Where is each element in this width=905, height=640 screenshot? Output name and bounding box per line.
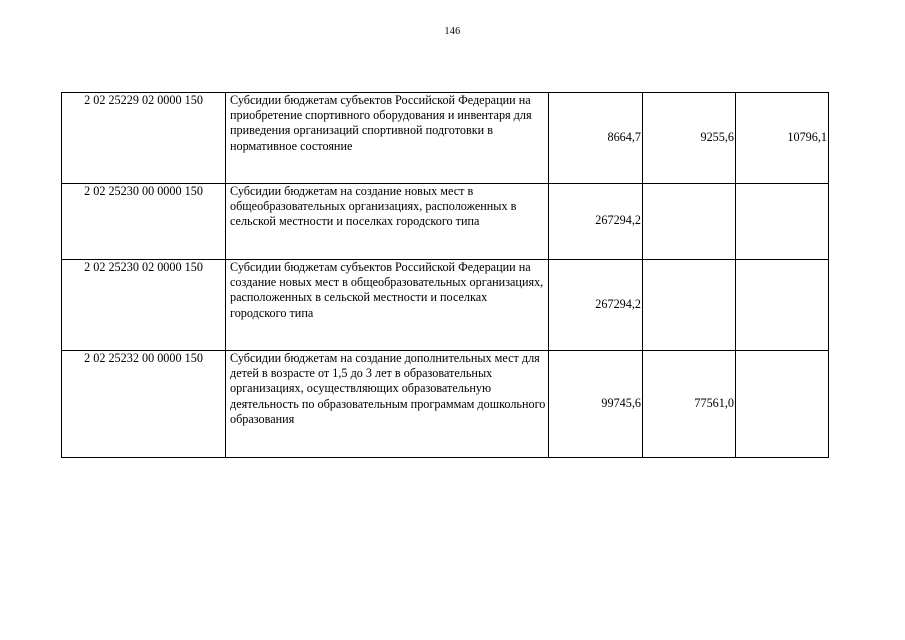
budget-code-cell: 2 02 25230 02 0000 150 — [62, 260, 226, 351]
amount-year2-cell — [643, 184, 736, 260]
table-row — [62, 260, 829, 351]
amount-year2-cell — [643, 260, 736, 351]
table-row — [62, 184, 829, 260]
income-name-cell: Субсидии бюджетам субъектов Российской Федерации на создание новых мест в общеобразовательных организациях, расположенных в сельской местности и поселках городского типа — [226, 260, 549, 351]
income-name-cell: Субсидии бюджетам на создание новых мест в общеобразовательных организациях, расположенных в сельской местности и поселках городского типа — [226, 184, 549, 260]
amount-year1-cell: 267294,2 — [549, 260, 643, 351]
income-name-cell: Субсидии бюджетам субъектов Российской Федерации на приобретение спортивного оборудования и инвентаря для приведения организаций спортивной подготовки в нормативное состояние — [226, 93, 549, 184]
amount-year1-cell: 267294,2 — [549, 184, 643, 260]
income-name-cell: Субсидии бюджетам на создание дополнительных мест для детей в возрасте от 1,5 до 3 лет в образовательных организациях, осуществляющих образовательную деятельность по образовательным программам дошкольного образования — [226, 351, 549, 458]
amount-year2-cell: 77561,0 — [643, 351, 736, 458]
budget-code-cell: 2 02 25230 00 0000 150 — [62, 184, 226, 260]
amount-year3-cell — [736, 184, 829, 260]
amount-year1-cell: 99745,6 — [549, 351, 643, 458]
amount-year2-cell: 9255,6 — [643, 93, 736, 184]
amount-year1-cell: 8664,7 — [549, 93, 643, 184]
budget-revenue-table — [61, 92, 829, 458]
page-number: 146 — [444, 26, 461, 37]
table-row — [62, 93, 829, 184]
budget-code-cell: 2 02 25229 02 0000 150 — [62, 93, 226, 184]
amount-year3-cell — [736, 351, 829, 458]
amount-year3-cell: 10796,1 — [736, 93, 829, 184]
budget-code-cell: 2 02 25232 00 0000 150 — [62, 351, 226, 458]
amount-year3-cell — [736, 260, 829, 351]
table-row — [62, 351, 829, 458]
